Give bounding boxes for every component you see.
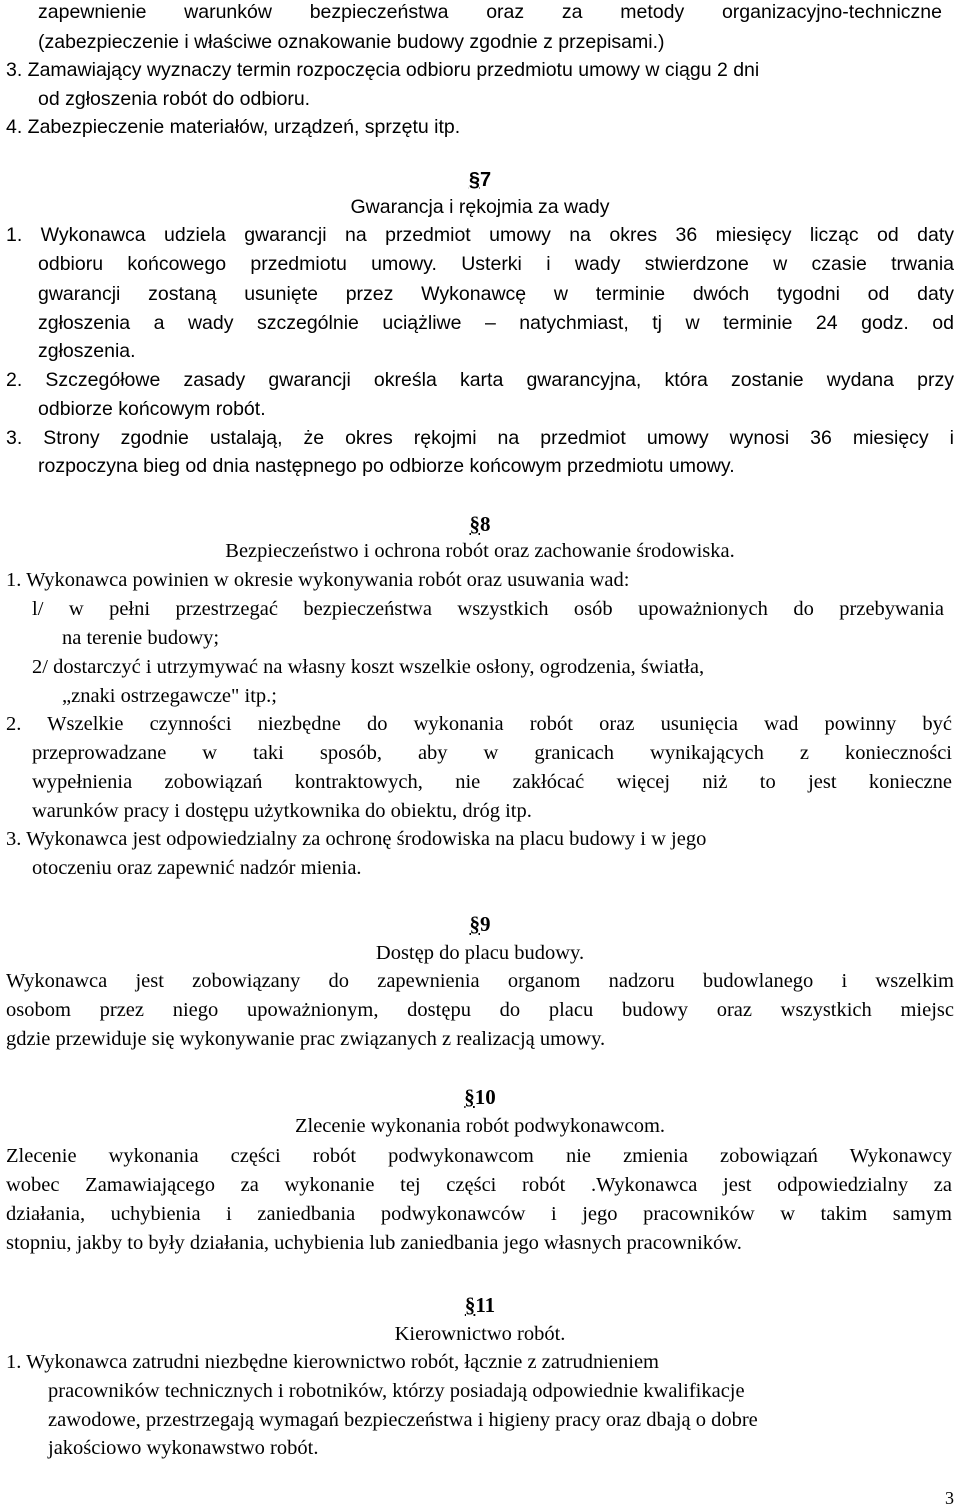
paragraph-sign: § <box>469 512 480 536</box>
s7-line-7: odbiorze końcowym robót. <box>38 398 266 420</box>
section-number: 9 <box>480 912 491 936</box>
s8-line-11: otoczeniu oraz zapewnić nadzór mienia. <box>32 857 362 879</box>
section-9-heading <box>0 914 960 936</box>
section-number: 10 <box>474 1085 496 1109</box>
section-9-title: Dostęp do placu budowy. <box>375 942 585 964</box>
s9-line-3: gdzie przewiduje się wykonywanie prac związanych z realizacją umowy. <box>6 1028 606 1050</box>
section-number: 7 <box>480 169 492 191</box>
intro-line-2: (zabezpieczenie i właściwe oznakowanie budowy zgodnie z przepisami.) <box>38 31 665 53</box>
paragraph-sign: § <box>468 169 480 191</box>
s8-line-1: 1. Wykonawca powinien w okresie wykonywania robót oraz usuwania wad: <box>6 569 630 591</box>
s7-line-6: 2. Szczegółowe zasady gwarancji określa karta gwarancyjna, która zostanie wydana przy <box>6 369 954 391</box>
intro-item-3: 3. Zamawiający wyznaczy termin rozpoczęcia odbioru przedmiotu umowy w ciągu 2 dni <box>6 59 760 81</box>
s7-line-9: rozpoczyna bieg od dnia następnego po odbiorze końcowym przedmiotu umowy. <box>38 455 735 477</box>
section-11-title: Kierownictwo robót. <box>394 1323 566 1345</box>
paragraph-sign: § <box>469 912 480 936</box>
s11-line-1: 1. Wykonawca zatrudni niezbędne kierownictwo robót, łącznie z zatrudnieniem <box>6 1351 659 1373</box>
intro-line-1: zapewnienie warunków bezpieczeństwa oraz za metody organizacyjno-techniczne <box>38 1 942 23</box>
s10-line-3: działania, uchybienia i zaniedbania podwykonawców i jego pracowników w takim samym <box>6 1203 952 1225</box>
s8-line-10: 3. Wykonawca jest odpowiedzialny za ochronę środowiska na placu budowy i w jego <box>6 828 707 850</box>
section-7-title: Gwarancja i rękojmia za wady <box>350 196 610 218</box>
paragraph-sign: § <box>464 1085 475 1109</box>
s9-line-1: Wykonawca jest zobowiązany do zapewnienia organom nadzoru budowlanego i wszelkim <box>6 970 954 992</box>
s8-line-3: na terenie budowy; <box>62 627 220 649</box>
s9-line-2: osobom przez niego upoważnionym, dostępu do placu budowy oraz wszystkich miejsc <box>6 999 954 1021</box>
s10-line-1: Zlecenie wykonania części robót podwykonawcom nie zmienia zobowiązań Wykonawcy <box>6 1145 952 1167</box>
intro-item-4: 4. Zabezpieczenie materiałów, urządzeń, sprzętu itp. <box>6 116 461 138</box>
section-8-heading <box>0 514 960 536</box>
s7-line-1: 1. Wykonawca udziela gwarancji na przedmiot umowy na okres 36 miesięcy licząc od daty <box>6 224 954 246</box>
s8-line-2: l/ w pełni przestrzegać bezpieczeństwa wszystkich osób upoważnionych do przebywania <box>32 598 944 620</box>
s10-line-4: stopniu, jakby to były działania, uchybienia lub zaniedbania jego własnych pracowników. <box>6 1232 742 1254</box>
s7-line-8: 3. Strony zgodnie ustalają, że okres rękojmi na przedmiot umowy wynosi 36 miesięcy i <box>6 427 954 449</box>
paragraph-sign: § <box>464 1293 476 1317</box>
section-10-title: Zlecenie wykonania robót podwykonawcom. <box>294 1115 666 1137</box>
s7-line-4: zgłoszenia a wady szczególnie uciążliwe – natychmiast, tj w terminie 24 godz. od <box>38 312 954 334</box>
s10-line-2: wobec Zamawiającego za wykonanie tej części robót .Wykonawca jest odpowiedzialny za <box>6 1174 952 1196</box>
s7-line-5: zgłoszenia. <box>38 340 136 362</box>
s8-line-7: przeprowadzane w taki sposób, aby w granicach wynikających z konieczności <box>32 742 952 764</box>
s11-line-2: pracowników technicznych i robotników, którzy posiadają odpowiednie kwalifikacje <box>48 1380 745 1402</box>
section-10-heading <box>0 1087 960 1109</box>
s8-line-4: 2/ dostarczyć i utrzymywać na własny koszt wszelkie osłony, ogrodzenia, światła, <box>32 656 705 678</box>
section-8-title: Bezpieczeństwo i ochrona robót oraz zachowanie środowiska. <box>225 540 735 562</box>
section-number: 8 <box>480 512 491 536</box>
s8-line-9: warunków pracy i dostępu użytkownika do obiektu, dróg itp. <box>32 800 532 822</box>
section-11-heading <box>0 1295 960 1317</box>
s11-line-4: jakościowo wykonawstwo robót. <box>48 1437 319 1459</box>
s7-line-3: gwarancji zostaną usunięte przez Wykonawcę w terminie dwóch tygodni od daty <box>38 283 954 305</box>
s8-line-8: wypełnienia zobowiązań kontraktowych, nie zakłócać więcej niż to jest konieczne <box>32 771 952 793</box>
s11-line-3: zawodowe, przestrzegają wymagań bezpieczeństwa i higieny pracy oraz dbają o dobre <box>48 1409 758 1431</box>
s8-line-6: 2. Wszelkie czynności niezbędne do wykonania robót oraz usunięcia wad powinny być <box>6 713 952 735</box>
section-number: 11 <box>475 1293 496 1317</box>
s8-line-5: „znaki ostrzegawcze" itp.; <box>62 685 277 707</box>
s7-line-2: odbioru końcowego przedmiotu umowy. Usterki i wady stwierdzone w czasie trwania <box>38 253 954 275</box>
page-number: 3 <box>945 1488 954 1508</box>
section-7-heading <box>0 170 960 191</box>
intro-item-3-cont: od zgłoszenia robót do odbioru. <box>38 88 311 110</box>
